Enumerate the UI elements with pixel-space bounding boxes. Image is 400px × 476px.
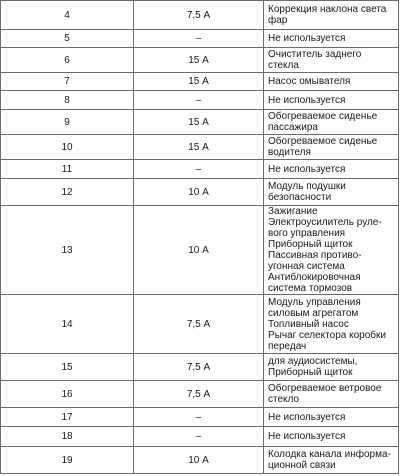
fuse-description: Обогреваемое ветровое стекло [264,381,399,408]
fuse-description: Модуль подушки безопасности [264,179,399,206]
fuse-description: Не используется [264,408,399,427]
fuse-rating: 7,5 А [134,295,264,354]
fuse-description: Насос омывателя [264,73,399,91]
fuse-description: Обогреваемое сиденье пассажира [264,110,399,135]
table-row [1,30,399,48]
fuse-description: для аудиосистемы, Приборный щиток [264,354,399,381]
fuse-description: Не используется [264,427,399,447]
fuse-rating: 15 А [134,110,264,135]
table-row [1,135,399,160]
table-row [1,1,399,30]
fuse-number: 5 [1,30,134,48]
fuse-description: Зажигание Электроусилитель руле- вого управления Приборный щиток Пассивная противо- угонная система Антиблокировочная система тормозов [264,206,399,295]
fuse-rating: – [134,30,264,48]
table-row [1,381,399,408]
table-row [1,354,399,381]
fuse-rating: 7,5 А [134,381,264,408]
fuse-description: Коррекция наклона света фар [264,1,399,30]
fuse-rating: 7,5 А [134,1,264,30]
fuse-number: 9 [1,110,134,135]
fuse-rating: 10 А [134,179,264,206]
fuse-number: 10 [1,135,134,160]
fuse-description: Не используется [264,160,399,179]
fuse-description: Колодка канала информа- ционной связи [264,447,399,474]
fuse-description: Не используется [264,91,399,110]
table-row [1,179,399,206]
fuse-rating: – [134,427,264,447]
fuse-number: 11 [1,160,134,179]
fuse-number: 8 [1,91,134,110]
fuse-number: 15 [1,354,134,381]
table-row [1,295,399,354]
fuse-description: Обогреваемое сиденье водителя [264,135,399,160]
fuse-rating: – [134,408,264,427]
fuse-description: Модуль управления силовым агрегатом Топливный насос Рычаг селектора коробки передач [264,295,399,354]
fuse-rating: 10 А [134,447,264,474]
fuse-number: 4 [1,1,134,30]
fuse-number: 18 [1,427,134,447]
table-row [1,91,399,110]
fuse-description: Не используется [264,30,399,48]
fuse-rating: 15 А [134,48,264,73]
table-row [1,408,399,427]
fuse-number: 7 [1,73,134,91]
table-row [1,447,399,474]
table-row [1,427,399,447]
fuse-number: 13 [1,206,134,295]
fuse-description: Очиститель заднего стекла [264,48,399,73]
table-row [1,160,399,179]
fuse-rating: 15 А [134,73,264,91]
table-row [1,110,399,135]
table-row [1,73,399,91]
fuse-number: 16 [1,381,134,408]
fuse-rating: 7,5 А [134,354,264,381]
fuse-rating: – [134,160,264,179]
fuse-rating: 15 А [134,135,264,160]
fuse-number: 17 [1,408,134,427]
fuse-number: 14 [1,295,134,354]
table-row [1,206,399,295]
fuse-number: 19 [1,447,134,474]
fuse-rating: – [134,91,264,110]
table-row [1,48,399,73]
fuse-rating: 10 А [134,206,264,295]
fuse-number: 6 [1,48,134,73]
fuse-number: 12 [1,179,134,206]
fuse-table-body [1,1,399,474]
